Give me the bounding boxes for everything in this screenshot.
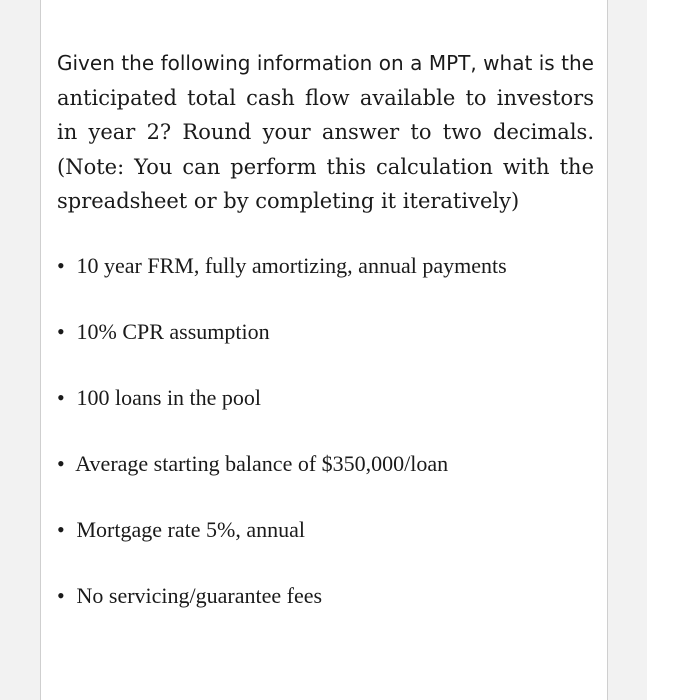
bullet-icon: • xyxy=(57,385,65,410)
right-margin xyxy=(647,0,687,700)
question-lead: Given the following information on a MPT, what is the xyxy=(57,51,594,75)
bullet-icon: • xyxy=(57,583,65,608)
list-item-text: Average starting balance of $350,000/loan xyxy=(75,451,449,476)
bullet-icon: • xyxy=(57,451,65,476)
list-item xyxy=(57,444,597,510)
list-item-text: 10% CPR assumption xyxy=(76,319,270,344)
list-item-text: 100 loans in the pool xyxy=(76,385,262,410)
list-item xyxy=(57,576,597,642)
bullet-icon: • xyxy=(57,517,65,542)
left-gutter xyxy=(0,0,40,700)
bullet-icon: • xyxy=(57,319,65,344)
list-item xyxy=(57,378,597,444)
list-item-text: Mortgage rate 5%, annual xyxy=(76,517,305,542)
bullet-icon: • xyxy=(57,253,65,278)
question-body: anticipated total cash flow available to investors in year 2? Round your answer to two decimals. (Note: You can perform this calculation with the spreadsheet or by completing it iteratively) xyxy=(57,85,594,213)
list-item xyxy=(57,246,597,312)
list-item-text: No servicing/guarantee fees xyxy=(76,583,323,608)
question-text xyxy=(57,46,594,219)
right-gutter xyxy=(607,0,647,700)
list-item xyxy=(57,510,597,576)
assumption-list xyxy=(57,246,597,642)
question-card xyxy=(40,0,608,700)
list-item-text: 10 year FRM, fully amortizing, annual payments xyxy=(76,253,507,278)
list-item xyxy=(57,312,597,378)
